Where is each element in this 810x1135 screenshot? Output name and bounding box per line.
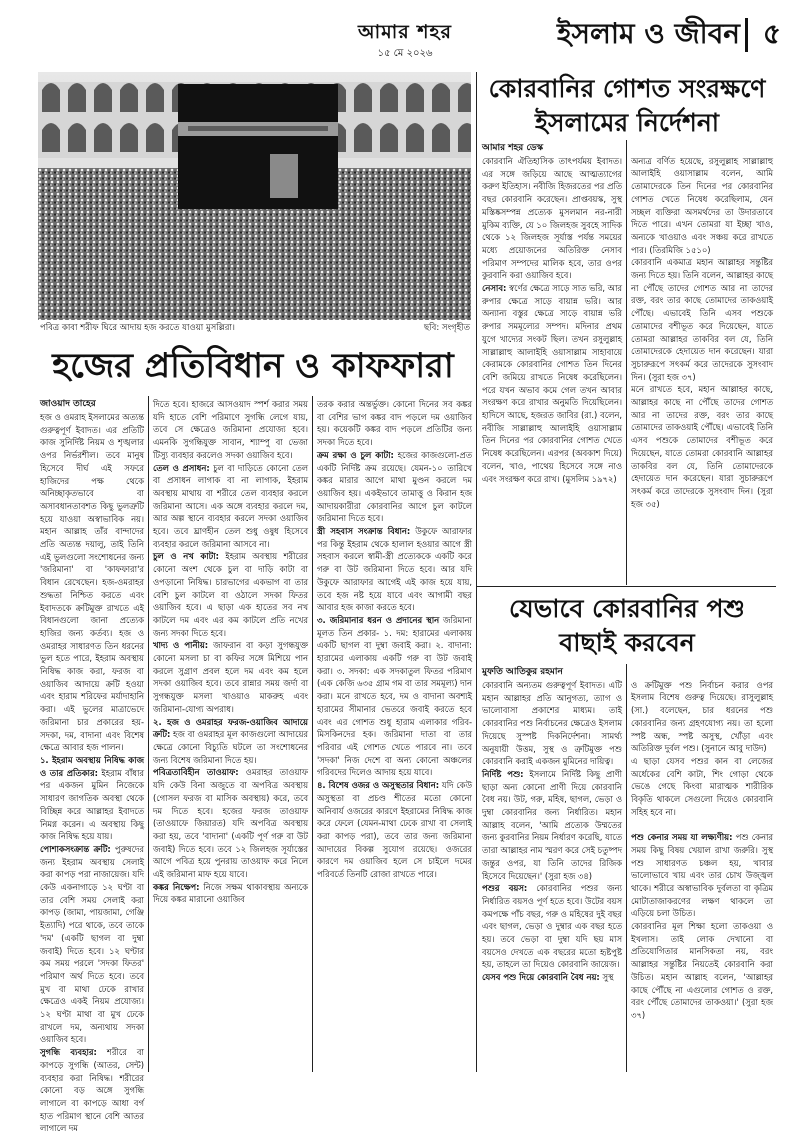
column-rule <box>312 396 313 1072</box>
hajj-headline: হজের প্রতিবিধান ও কাফফারা <box>52 346 454 386</box>
hajj-paragraph <box>153 462 308 551</box>
subhead: ৪. বিশেষ ওজর ও অসুস্থতার বিধান: <box>317 780 440 791</box>
subhead: ২. হজ ও ওমরাহর ফরজ-ওয়াজিব আদায়ে ক্রটি: <box>153 716 308 740</box>
hajj-column-3 <box>317 398 472 1072</box>
paper-name: আমার শহর <box>358 21 452 43</box>
kaaba-photo <box>38 72 471 320</box>
hajj-paragraph <box>153 550 308 639</box>
hajj-text: হজ বা ওমরাহর মূল কাজগুলো আদায়ের ক্ষেত্রে কোনো বিচ্যুতি ঘটলে তা সংশোধনের জন্য বিশেষ জরিমানা দিতে হয়। <box>153 729 308 765</box>
hajj-text: জরিমানা মূলত তিন প্রকার- ১. দম: হারামের এলাকায় একটি ছাগল বা দুম্বা জবাই করা। ২. বাদানা: হারামের এলাকায় একটি গরু বা উট জবাই করা। ৩. সদকা: এক সদকাতুল ফিতর পরিমাণ (এক কেজি ৬৩৫ গ্রাম গম বা তার সমমূল্য) দান করা। মনে রাখতে হবে, দম ও বাদানা অবশ্যই হারামের সীমানার ভেতরে জবাই করতে হবে এবং এর গোশত শুধু হারাম এলাকার গরিব-মিসকিনদের হক। জরিমানা দাতা বা তার পরিবার এই গোশত খেতে পারবে না। তবে 'সদকা' নিজ দেশে বা অন্য কোনো অঞ্চলের গরিবদের দিলেও আদায় হয়ে যাবে। <box>317 614 472 778</box>
column-rule <box>476 72 477 1072</box>
animal-paragraph <box>482 882 622 971</box>
meat-column-1 <box>482 142 622 584</box>
animal-column-2 <box>631 666 773 1072</box>
hajj-paragraph <box>40 1046 144 1135</box>
photo-credit: ছবি: সংগৃহীত <box>424 323 470 333</box>
issue-date: ১৫ মে ২০২৬ <box>377 48 433 59</box>
animal-column-1 <box>482 666 622 1072</box>
animal-byline: মুফতি আতিকুর রহমান <box>482 667 563 677</box>
meat-paragraph <box>482 282 622 485</box>
masthead-divider <box>745 18 748 52</box>
animal-text: ইসলামে নির্দিষ্ট কিছু প্রাণী ছাড়া অন্য কোনো প্রাণী দিয়ে কোরবানি বৈধ নয়। উট, গরু, মহিষ, ছাগল, ভেড়া ও দুম্বা কোরবানির জন্য নির্ধারিত। মহান আল্লাহ বলেন, 'আমি প্রত্যেক উম্মতের জন্য কুরবানির নিয়ম নির্ধারণ করেছি, যাতে তারা আল্লাহর নাম স্মরণ করে সেই চতুষ্পদ জন্তুর ওপর, যা তিনি তাদের রিজিক হিসেবে দিয়েছেন।' (সুরা হজ ৩৪) <box>482 768 622 881</box>
hajj-paragraph <box>40 754 144 843</box>
meat-column-2 <box>631 142 773 584</box>
meat-text: স্বর্ণের ক্ষেত্রে সাড়ে সাত ভরি, আর রুপার ক্ষেত্রে সাড়ে বায়ান্ন ভরি। আর অন্যান্য বস্তুর ক্ষেত্রে সাড়ে বায়ান্ন ভরি রুপার সমমূল্যের সম্পদ। মদিনার প্রথম যুগে খাদ্যের সংকট ছিল। তখন রসুলুল্লাহ সাল্লাল্লাহু আলাইহি ওয়াসাল্লাম সাহাবায়ে কেরামকে কোরবানির গোশত তিন দিনের বেশি জমিয়ে রাখতে নিষেধ করেছিলেন। পরে যখন অভাব কমে গেল তখন আবার সংরক্ষণ করে রাখার অনুমতি দিয়েছিলেন। হাদিসে আছে, হজরত জাবির (রা.) বলেন, নবীজি সাল্লাল্লাহু আলাইহি ওয়াসাল্লাম তিন দিনের পর কোরবানির গোশত খেতে নিষেধ করেছিলেন। এরপর (অবকাশ দিয়ে) বলেন, খাও, পাথেয় হিসেবে সঙ্গে নাও এবং সংরক্ষণ করে রাখ। (মুসলিম ১৯৭২) <box>482 283 623 484</box>
animal-paragraph <box>482 971 622 984</box>
animal-paragraph <box>482 768 622 882</box>
hajj-paragraph <box>153 716 308 767</box>
subhead: ১. ইহরাম অবস্থায় নিষিদ্ধ কাজ ও তার প্রতিকার: <box>40 754 144 778</box>
column-rule <box>626 664 627 1072</box>
animal-text: কোরবানির পশুর জন্য নির্ধারিত বয়সও পূর্ণ হতে হবে। উটের বয়স কমপক্ষে পাঁচ বছর, গরু ও মহিষের দুই বছর এবং ছাগল, ভেড়া ও দুম্বার এক বছর হতে হয়। তবে ভেড়া বা দুম্বা যদি ছয় মাস বয়সেও দেখতে এক বছরের মতো হৃষ্টপুষ্ট হয়, তাহলে তা দিয়েও কোরবানি জায়েজ। <box>482 883 622 970</box>
subhead: ক্রম রক্ষা ও চুল কাটা: <box>317 449 394 460</box>
subhead: পবিত্রতাবিহীন তাওয়াফ: <box>153 767 239 778</box>
subhead: পোশাকসংক্রান্ত ক্রটি: <box>40 843 111 854</box>
hajj-text: জাফরান বা কড়া সুগন্ধযুক্ত কোনো মসলা চা বা কফির সঙ্গে মিশিয়ে পান করলে সুগ্রাণ প্রবল হলে দম এবং কম হলে সদকা ওয়াজিব হবে। তবে রান্নার সময় জর্দা বা সুগন্ধযুক্ত মসলা খাওয়াও মাকরুহ এবং জরিমানা-যোগ্য অপরাধ। <box>153 640 309 714</box>
hajj-paragraph <box>317 525 472 614</box>
hajj-paragraph <box>153 639 308 715</box>
subhead: কঙ্কর নিক্ষেপ: <box>153 881 200 892</box>
meat-paragraph: অন্যত্র বর্ণিত হয়েছে, রসুলুল্লাহ সাল্লাল্লাহু আলাইহি ওয়াসাল্লাম বলেন, আমি তোমাদেরকে তিন দিনের পর কোরবানির গোশত খেতে নিষেধ করেছিলাম, যেন সচ্ছল ব্যক্তিরা অসমর্থদের তা উদারতাবে দিতে পারে। এখন তোমরা যা ইচ্ছা খাও, অন্যকে খাওয়াও এবং সঞ্চয় করে রাখতে পার। (তিরমিজি ১৫১০) কোরবানি একমাত্র মহান আল্লাহর সন্তুষ্টির জন্য দিতে হয়। তিনি বলেন, আল্লাহর কাছে না পৌঁছে তাদের গোশত আর না তাদের রক্ত, বরং তার কাছে তোমাদের তাকওয়াই পৌঁছে। এভাবেই তিনি এসব পশুকে তোমাদের বশীভূত করে দিয়েছেন, যাতে তোমরা আল্লাহর তাকবির বল যে, তিনি তোমাদেরকে হেদায়েত দান করেছেন। যারা সুচারুরূপে সৎকর্ম করে তাদেরকে সুসংবাদ দিন। (সুরা হজ ৩৭) মনে রাখতে হবে, মহান আল্লাহর কাছে, আল্লাহর কাছে না পৌঁছে তাদের গোশত আর না তাদের রক্ত, বরং তার কাছে তোমাদের তাকওয়াই পৌঁছে। এভাবেই তিনি এসব পশুকে তোমাদের বশীভূত করে দিয়েছেন, যাতে তোমরা কোরবানি আল্লাহর তাকবির বল যে, তিনি তোমাদেরকে হেদায়েত দান করেছেন। যারা সুচারুরূপে সৎকর্ম করে তাদেরকে সুসংবাদ দিন। (সুরা হজ ৩৫) <box>631 155 773 509</box>
hajj-text: চুল বা দাড়িতে কোনো তেল বা প্রসাধন লাগাক বা না লাগাক, ইহরাম অবস্থায় মাথায় বা শরীরে তেল ব্যবহার করলে জরিমানা আসে। এক অঙ্গে ব্যবহার করলে দম, আর অল্প স্থানে ব্যবহার করলে সদকা ওয়াজিব হবে। তবে ঘ্রাণহীন তেল শুধু ওষুধ হিসেবে ব্যবহার করলে জরিমানা আসবে না। <box>153 462 308 549</box>
masthead <box>0 0 810 70</box>
hajj-paragraph <box>153 881 308 906</box>
meat-byline: আমার শহর ডেস্ক <box>482 143 544 153</box>
subhead: স্ত্রী সহবাস সংক্রান্ত বিধান: <box>317 526 411 537</box>
hajj-text: ইহরাম অবস্থায় শরীরের কোনো অংশ থেকে চুল বা দাড়ি কাটা বা ওপড়ানো নিষিদ্ধ। চারভাগের একভাগ বা তার বেশি চুল কাটলে বা ওঠালে সদকা ফিতর ওয়াজিব হবে। এ ছাড়া এক হাতের সব নখ কাটলে দম এবং এর কম কাটলে প্রতি নখের জন্য সদকা দিতে হবে। <box>153 551 308 638</box>
hajj-paragraph <box>317 779 472 881</box>
subhead: চুল ও নখ কাটা: <box>153 551 219 562</box>
hajj-paragraph <box>153 766 308 880</box>
subhead: নির্দিষ্ট পশু: <box>482 768 524 779</box>
hajj-text: হজের কাজগুলো-প্রত একটি নির্দিষ্ট ক্রম রয়েছে। যেমন-১০ তারিখে কঙ্কর মারার আগে মাথা মুণ্ডন করলে দম ওয়াজিব হয়। একইভাবে তামাত্তু ও কিরান হজ আদায়কারীরা কোরবানির আগে চুল কাটলে জরিমানা দিতে হবে। <box>317 449 472 524</box>
column-rule <box>626 140 627 585</box>
subhead: ৩. জরিমানার ধরন ও প্রদানের স্থান <box>317 614 440 625</box>
subhead: যেসব পশু দিয়ে কোরবানি বৈধ নয়: <box>482 972 600 983</box>
meat-paragraph: কোরবানি ঐতিহাসিক তাৎপর্যময় ইবাদত। এর সঙ্গে জড়িয়ে আছে আত্মত্যাগের করুণ ইতিহাস। নবীজি হিজরতের পর প্রতি বছর কোরবানি করেছেন। প্রাপ্তবয়স্ক, সুস্থ মস্তিষ্কসম্পন্ন প্রত্যেক মুসলমান নর-নারী মুকিম ব্যক্তি, যে ১০ জিলহজ সুবহে সাদিক থেকে ১২ জিলহজ সূর্যাস্ত পর্যন্ত সময়ের মধ্যে প্রয়োজনের অতিরিক্ত নেসাব পরিমাণ সম্পদের মালিক হবে, তার ওপর কুরবানি করা ওয়াজিব হবে। <box>482 156 622 281</box>
hajj-paragraph: দিতে হবে। হাজরে আসওয়াদ স্পর্শ করার সময় যদি হাতে বেশি পরিমাণে সুগন্ধি লেগে যায়, তবে সে ক্ষেত্রেও জরিমানা প্রযোজ্য হবে। এমনকি সুগন্ধিযুক্ত সাবান, শ্যাম্পু বা ভেজা টিস্যু ব্যবহার করলেও সদকা ওয়াজিব হবে। <box>153 399 308 460</box>
page-number: ৫ <box>762 17 782 50</box>
animal-text: পশু কেনার সময় কিছু বিষয় খেয়াল রাখা জরুরি। সুস্থ পশু সাধারণত চঞ্চল হয়, খাবার ভালোভাবে খায় এবং তার চোখ উজ্জ্বল থাকে। শরীরে অস্বাভাবিক দুর্বলতা বা কৃত্রিম মোটাতাজাকরণের লক্ষণ থাকলে তা এড়িয়ে চলা উচিত। কোরবানির মূল শিক্ষা হলো তাকওয়া ও ইখলাস। তাই লোক দেখানো বা প্রতিযোগিতার মানসিকতা নয়, বরং আল্লাহর সন্তুষ্টির নিয়তেই কোরবানি করা উচিত। মহান আল্লাহ বলেন, 'আল্লাহর কাছে পৌঁছে না এগুলোর গোশত ও রক্ত, বরং পৌঁছে তোমাদের তাকওয়া।' (সুরা হজ ৩৭) <box>631 832 773 1020</box>
hajj-text: নিজে সক্ষম থাকাবস্থায় অন্যকে দিয়ে কঙ্কর মারানো ওয়াজিব <box>153 881 308 905</box>
subhead: পশু কেনার সময় যা লক্ষ্যণীয়: <box>631 832 733 843</box>
hajj-text: ইহরাম বাঁধার পর একজন মুমিন নিজেকে সাধারণ জাগতিক অবস্থা থেকে বিচ্ছিন্ন করে আল্লাহর ইবাদতে নিমগ্ন করেন। এ অবস্থায় কিছু কাজ নিষিদ্ধ হয়ে যায়। <box>40 767 144 842</box>
hajj-paragraph <box>40 843 144 1046</box>
meat-headline: কোরবানির গোশত সংরক্ষণে ইসলামের নির্দেশনা <box>488 74 766 137</box>
hajj-paragraph: হজ ও ওমরাহ ইসলামের অত্যন্ত গুরুত্বপূর্ণ ইবাদত। এর প্রতিটি কাজ সুনির্দিষ্ট নিয়ম ও শৃঙ্খলার ওপর নির্ভরশীল। তবে মানুষ হিসেবে দীর্ঘ এই সফরে হাজিদের পক্ষ থেকে অনিচ্ছাকৃতভাবে বা অসাবধানতাবশত কিছু ভুলত্রুটি হয়ে যাওয়া অস্বাভাবিক নয়। মহান আল্লাহ তাঁর বান্দাদের প্রতি অত্যন্ত দয়ালু, তাই তিনি এই ভুলগুলো সংশোধনের জন্য 'জরিমানা' বা 'কাফফারা'র বিধান রেখেছেন। হজ-ওমরাহর শুদ্ধতা নিশ্চিত করতে এবং ইবাদতকে ক্রটিমুক্ত রাখতে এই বিধানগুলো জানা প্রত্যেক হাজির জন্য কর্তব্য। হজ ও ওমরাহর সাধারণত তিন ধরনের ভুল হতে পারে, ইহরাম অবস্থায় নিষিদ্ধ কাজ করা, ফরজ বা ওয়াজিব আদায়ে ক্রটি হওয়া এবং হারাম শরিফের মর্যাদাহানি করা। এই ভুলের মাত্রাভেদে জরিমানা চার প্রকারের হয়-সদকা, দম, বাদানা এবং বিশেষ ক্ষেত্রে আবার হজ পালন। <box>40 412 144 753</box>
hajj-paragraph: তরক করার অন্তর্ভুক্ত। কোনো দিনের সব কঙ্কর বা বেশির ভাগ কঙ্কর বাদ পড়লে দম ওয়াজিব হয়। কয়েকটি কঙ্কর বাদ পড়লে প্রতিটির জন্য সদকা দিতে হবে। <box>317 399 472 448</box>
hajj-column-2 <box>153 398 308 1072</box>
hajj-text: যদি কেউ অসুস্থতা বা প্রচণ্ড শীতের মতো কোনো অনিবার্য ওজরের কারণে ইহরামের নিষিদ্ধ কাজ করে ফেলে (যেমন-মাথা ঢেকে রাখা বা সেলাই করা কাপড় পরা), তবে তার জন্য জরিমানা আদায়ের বিকল্প সুযোগ রয়েছে। ওজরের কারণে দম ওয়াজিব হলে সে চাইলে দমের পরিবর্তে তিনটি রোজা রাখতে পারে। <box>317 780 472 880</box>
hajj-paragraph <box>317 449 472 525</box>
hajj-paragraph <box>317 614 472 779</box>
subhead: সুগন্ধি ব্যবহার: <box>40 1047 97 1058</box>
hajj-text: ওমরাহর তাওয়াফ যদি কেউ বিনা অজুতে বা অপবিত্র অবস্থায় (গোসল ফরজ বা মাসিক অবস্থায়) করে, তবে দম দিতে হবে। হজের ফরজ তাওয়াফ (তাওয়াফে জিয়ারত) যদি অপবিত্র অবস্থায় করা হয়, তবে 'বাদানা' (একটি পূর্ণ গরু বা উট জবাই) দিতে হবে। তবে ১২ জিলহজ সূর্যাস্তের আগে পবিত্র হয়ে পুনরায় তাওয়াফ করে নিলে এই জরিমানা মাফ হয়ে যাবে। <box>153 767 308 880</box>
subhead: তেল ও প্রসাধন: <box>153 462 210 473</box>
hajj-text: শরীরে বা কাপড়ে সুগন্ধি (আতর, সেন্ট) ব্যবহার করা নিষিদ্ধ। শরীরের কোনো বড় অঙ্গে সুগন্ধি লাগালে বা কাপড়ে আধা বর্গ হাত পরিমাণ স্থানে বেশি আতর লাগালে দম <box>40 1047 144 1134</box>
animal-headline: যেভাবে কোরবানির পশু বাছাই করবেন <box>509 594 745 657</box>
section-title: ইসলাম ও জীবন <box>556 17 740 50</box>
animal-paragraph: কোরবানি অন্যতম গুরুত্বপূর্ণ ইবাদত। এটি মহান আল্লাহর প্রতি আনুগত্য, ত্যাগ ও ভালোবাসা প্রকাশের মাধ্যম। তাই কোরবানির পশু নির্বাচনের ক্ষেত্রেও ইসলাম দিয়েছে সুস্পষ্ট দিকনির্দেশনা। সামর্থ্য অনুযায়ী উত্তম, সুস্থ ও ত্রুটিমুক্ত পশু কোরবানি করাই একজন মুমিনের দায়িত্ব। <box>482 680 622 767</box>
hajj-text: উকুফে আরাফার পর কিন্তু ইহরাম থেকে হালাল হওয়ার আগে স্ত্রী সহবাস করলে স্বামী-স্ত্রী প্রত্যেককে একটি করে গরু বা উট জরিমানা দিতে হবে। আর যদি উকুফে আরাফার আগেই এই কাজ হয়ে যায়, তবে হজ নষ্ট হয়ে যাবে এবং আগামী বছর আবার হজ কাজা করতে হবে। <box>317 526 473 613</box>
animal-paragraph: ও ক্রটিমুক্ত পশু নির্বাচন করার ওপর ইসলাম বিশেষ গুরুত্ব দিয়েছে। রাসুলুল্লাহ (সা.) বলেছেন, চার ধরনের পশু কোরবানির জন্য গ্রহণযোগ্য নয়। তা হলো স্পষ্ট অন্ধ, স্পষ্ট অসুস্থ, খোঁড়া এবং অতিরিক্ত দুর্বল পশু। (সুনানে আবু দাউদ) এ ছাড়া যেসব পশুর কান বা লেজের অর্ধেকের বেশি কাটা, শিং গোড়া থেকে ভেঙে গেছে কিংবা মারাত্মক শারীরিক বিকৃতি থাকলে সেগুলো দিয়েও কোরবানি সহিহ হবে না। <box>631 679 773 817</box>
hajj-text: পুরুষদের জন্য ইহরাম অবস্থায় সেলাই করা কাপড় পরা নাজায়েজ। যদি কেউ একনাগাড়ে ১২ ঘণ্টা বা তার বেশি সময় সেলাই করা কাপড় (জামা, পায়জামা, গেঞ্জি ইত্যাদি) পরে থাকে, তবে তাকে 'দম' (একটি ছাগল বা দুম্বা জবাই) দিতে হবে। ১২ ঘণ্টার কম সময় পরলে 'সদকা ফিতর' পরিমাণ অর্থ দিতে হবে। তবে মুখ বা মাথা ঢেকে রাখার ক্ষেত্রেও একই নিয়ম প্রযোজ্য। ১২ ঘণ্টা মাথা বা মুখ ঢেকে রাখলে দম, অন্যথায় সদকা ওয়াজিব হবে। <box>40 843 144 1045</box>
subhead: নেসাব: <box>482 283 507 294</box>
hajj-column-1 <box>40 398 144 1134</box>
hajj-byline: জাওয়াদ তাহের <box>40 399 96 409</box>
subhead: পশুর বয়স: <box>482 883 528 894</box>
subhead: খাদ্য ও পানীয়: <box>153 640 209 651</box>
column-rule <box>148 396 149 1072</box>
caption-text: পবিত্র কাবা শরীফ ঘিরে আদায় হজ করতে যাওয়া মুসল্লিরা। <box>40 323 235 333</box>
section-rule <box>476 586 776 587</box>
photo-caption <box>40 321 470 335</box>
animal-paragraph <box>631 831 773 1022</box>
animal-text: সুস্থ <box>599 972 614 983</box>
